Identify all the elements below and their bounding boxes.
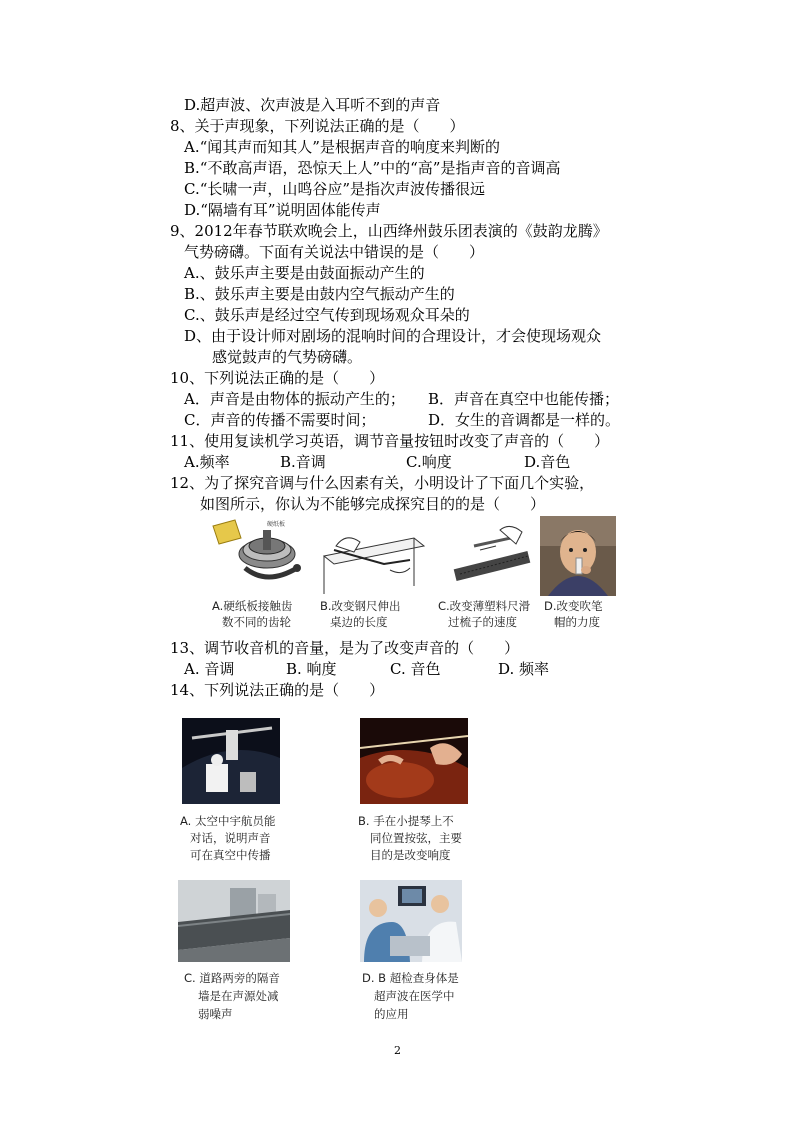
q8-option-d: D.“隔墙有耳”说明固体能传声 — [184, 201, 381, 219]
q13-option-a: A. 音调 — [184, 660, 235, 678]
q9-option-a: A.、鼓乐声主要是由鼓面振动产生的 — [184, 264, 425, 282]
q11-option-d: D.音色 — [524, 453, 571, 471]
q14-photo-b — [360, 718, 468, 804]
steel-ruler-illustration — [314, 516, 426, 596]
q14-caption-a-line1: A. 太空中宇航员能 — [180, 814, 276, 828]
q9-stem: 9、2012年春节联欢晚会上，山西绛州鼓乐团表演的《鼓韵龙腾》 — [170, 222, 608, 240]
q12-figure-a — [205, 516, 313, 596]
boy-blowing-pen-cap-photo — [540, 516, 616, 596]
q14-photo-d — [360, 880, 462, 962]
q9-option-d: D、由于设计师对剧场的混响时间的合理设计，才会使现场观众 — [184, 327, 602, 345]
q14-caption-c-line3: 弱噪声 — [198, 1007, 233, 1021]
q9-option-b: B.、鼓乐声主要是由鼓内空气振动产生的 — [184, 285, 455, 303]
q14-caption-d-line3: 的应用 — [374, 1007, 409, 1021]
q13-stem: 13、调节收音机的音量，是为了改变声音的（ ） — [170, 639, 520, 657]
q12-figure-c — [440, 516, 538, 596]
q13-option-b: B. 响度 — [286, 660, 337, 678]
comb-illustration — [440, 516, 538, 596]
q11-option-b: B.音调 — [280, 453, 326, 471]
q8-stem: 8、关于声现象，下列说法正确的是（ ） — [170, 117, 465, 135]
q12-caption-d-line1: D.改变吹笔 — [544, 599, 603, 613]
q10-option-b: B．声音在真空中也能传播； — [428, 390, 620, 408]
q14-caption-d-line1: D. B 超检查身体是 — [362, 971, 459, 985]
q12-caption-b-line2: 桌边的长度 — [330, 615, 388, 629]
q11-stem: 11、使用复读机学习英语，调节音量按钮时改变了声音的（ ） — [170, 432, 610, 450]
q12-stem: 12、为了探究音调与什么因素有关，小明设计了下面几个实验， — [170, 474, 595, 492]
q14-photo-c — [178, 880, 290, 962]
q12-caption-c-line2: 过梳子的速度 — [448, 615, 517, 629]
q14-caption-a-line3: 可在真空中传播 — [190, 848, 271, 862]
q14-caption-b-line2: 同位置按弦，主要 — [370, 831, 462, 845]
q14-caption-b-line1: B. 手在小提琴上不 — [358, 814, 454, 828]
ultrasound-exam-photo — [360, 880, 462, 962]
q10-option-d: D．女生的音调都是一样的。 — [428, 411, 621, 429]
q14-photo-a — [182, 718, 280, 804]
q12-caption-a-line2: 数不同的齿轮 — [222, 615, 291, 629]
cardboard-label: 硬纸板 — [267, 521, 286, 528]
q8-option-b: B.“不敢高声语，恐惊天上人”中的“高”是指声音的音调高 — [184, 159, 561, 177]
q14-caption-a-line2: 对话，说明声音 — [190, 831, 271, 845]
q13-option-d: D. 频率 — [498, 660, 550, 678]
gear-wheel-illustration — [205, 516, 313, 596]
q14-caption-c-line2: 墙是在声源处减 — [198, 989, 279, 1003]
q10-option-c: C．声音的传播不需要时间； — [184, 411, 376, 429]
q11-option-c: C.响度 — [406, 453, 452, 471]
q8-option-c: C.“长啸一声，山鸣谷应”是指次声波传播很远 — [184, 180, 486, 198]
q12-caption-d-line2: 帽的力度 — [554, 615, 600, 629]
q7-option-d: D.超声波、次声波是入耳听不到的声音 — [184, 96, 441, 114]
page-number: 2 — [394, 1044, 401, 1057]
q14-stem: 14、下列说法正确的是（ ） — [170, 681, 385, 699]
q12-caption-a-line1: A.硬纸板接触齿 — [212, 599, 293, 613]
q10-stem: 10、下列说法正确的是（ ） — [170, 369, 385, 387]
sound-barrier-road-photo — [178, 880, 290, 962]
q8-option-a: A.“闻其声而知其人”是根据声音的响度来判断的 — [184, 138, 500, 156]
q14-caption-c-line1: C. 道路两旁的隔音 — [184, 971, 280, 985]
q9-stem-cont: 气势磅礴。下面有关说法中错误的是（ ） — [184, 243, 485, 261]
q12-figure-d — [540, 516, 616, 596]
q9-option-c: C.、鼓乐声是经过空气传到现场观众耳朵的 — [184, 306, 470, 324]
q12-caption-c-line1: C.改变薄塑料尺滑 — [438, 599, 531, 613]
q12-caption-b-line1: B.改变钢尺伸出 — [320, 599, 401, 613]
q10-option-a: A．声音是由物体的振动产生的； — [184, 390, 405, 408]
q12-stem-cont: 如图所示，你认为不能够完成探究目的的是（ ） — [200, 495, 546, 513]
q12-figure-b — [314, 516, 426, 596]
violin-photo — [360, 718, 468, 804]
q9-option-d-cont: 感觉鼓声的气势磅礴。 — [212, 348, 363, 366]
q13-option-c: C. 音色 — [390, 660, 441, 678]
q11-option-a: A.频率 — [184, 453, 230, 471]
astronaut-space-photo — [182, 718, 280, 804]
q14-caption-b-line3: 目的是改变响度 — [370, 848, 451, 862]
q14-caption-d-line2: 超声波在医学中 — [374, 989, 455, 1003]
